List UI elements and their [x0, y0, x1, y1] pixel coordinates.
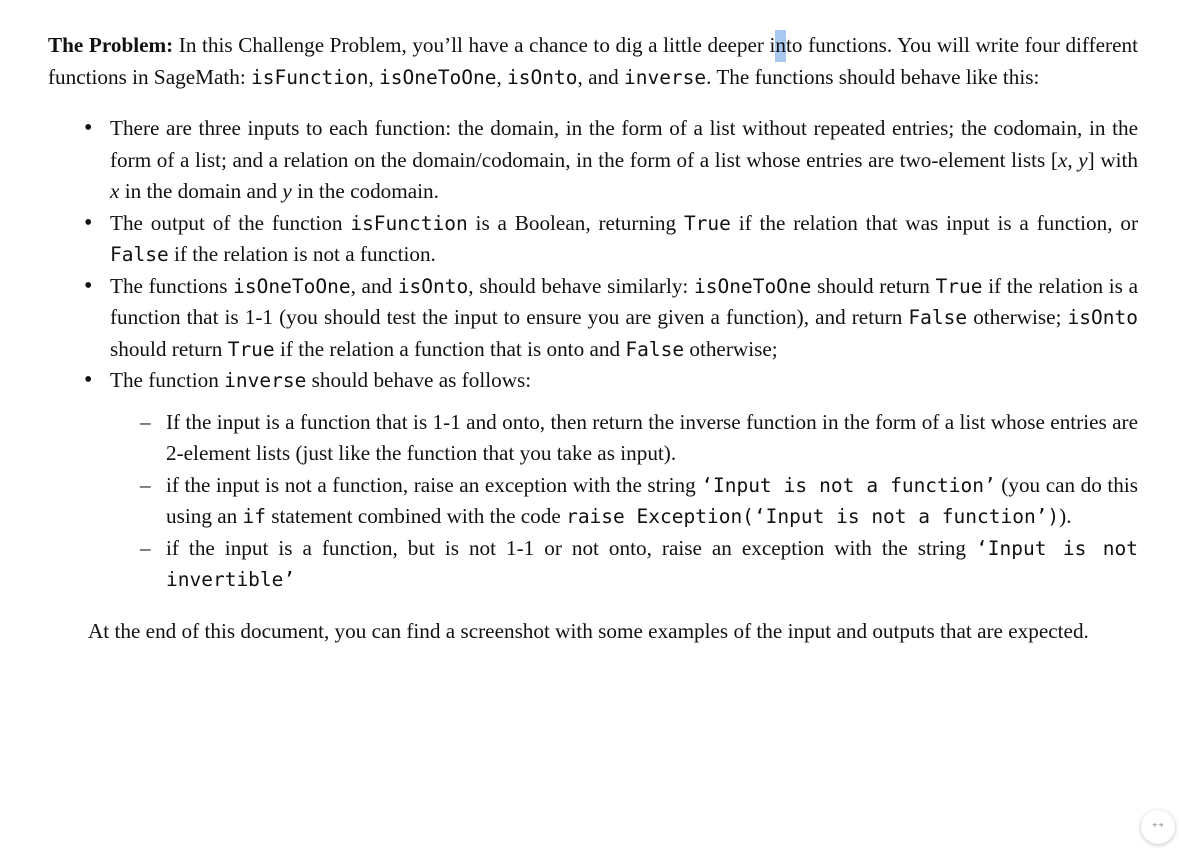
expand-button[interactable] — [1141, 810, 1175, 844]
text-cursor-highlight: n — [775, 30, 786, 62]
code-inverse: inverse — [623, 65, 707, 89]
list-item-onetoone-onto: • The functions isOneToOne, and isOnto, should behave similarly: isOneToOne should return True if the relation is a function that is 1-1 (you should test the input to ensure you are given a function), and return False otherwise; isOnto should return True if the relation a function that is onto and False otherwise; — [48, 271, 1138, 366]
expand-icon: ⁺⁺ — [1151, 820, 1165, 834]
problem-heading: The Problem: — [48, 33, 174, 57]
list-item-isfunction: • The output of the function isFunction is a Boolean, returning True if the relation that was input is a function, or False if the relation is not a function. — [48, 208, 1138, 271]
inverse-sublist — [110, 407, 1138, 596]
sublist-item-invertible: – If the input is a function that is 1-1 and onto, then return the inverse function in the form of a list whose entries are 2-element lists (just like the function that you take as input). — [110, 407, 1138, 470]
requirements-list — [48, 113, 1138, 596]
code-isFunction: isFunction — [251, 65, 369, 89]
list-item-inputs: • There are three inputs to each function: the domain, in the form of a list without repeated entries; the codomain, in the form of a list; and a relation on the domain/codomain, in the form of a list whose entries are two-element lists [x, y] with x in the domain and y in the codomain. — [48, 113, 1138, 208]
document-page — [48, 30, 1138, 647]
closing-paragraph: At the end of this document, you can find a screenshot with some examples of the input and outputs that are expected. — [88, 618, 1089, 643]
intro-paragraph: The Problem: In this Challenge Problem, you’ll have a chance to dig a little deeper into functions. You will write four different functions in SageMath: isFunction, isOneToOne, isOnto, and inverse. The functions should behave like this: — [48, 30, 1138, 93]
code-isOneToOne: isOneToOne — [379, 65, 497, 89]
sublist-item-not-function: – if the input is not a function, raise an exception with the string ‘Input is not a function’ (you can do this using an if statement combined with the code raise Exception(‘Input is not a function’)). — [110, 470, 1138, 533]
code-isOnto: isOnto — [507, 65, 578, 89]
sublist-item-not-invertible: – if the input is a function, but is not 1-1 or not onto, raise an exception with the string ‘Input is not invertible’ — [110, 533, 1138, 596]
list-item-inverse: • The function inverse should behave as follows: – If the input is a function that is 1-1 and onto, then return the inverse function in the form of a list whose entries are 2-element lists (just like the function that you take as input). – if the input is not a function, raise an exception with the string ‘Input is not a function’ (you can do this using an if statement combined with the code raise Exception(‘Input is not a function’)). – if the input is a function, but is not 1-1 or not onto, raise an exception with the string ‘Input is not invertible’ — [48, 365, 1138, 596]
